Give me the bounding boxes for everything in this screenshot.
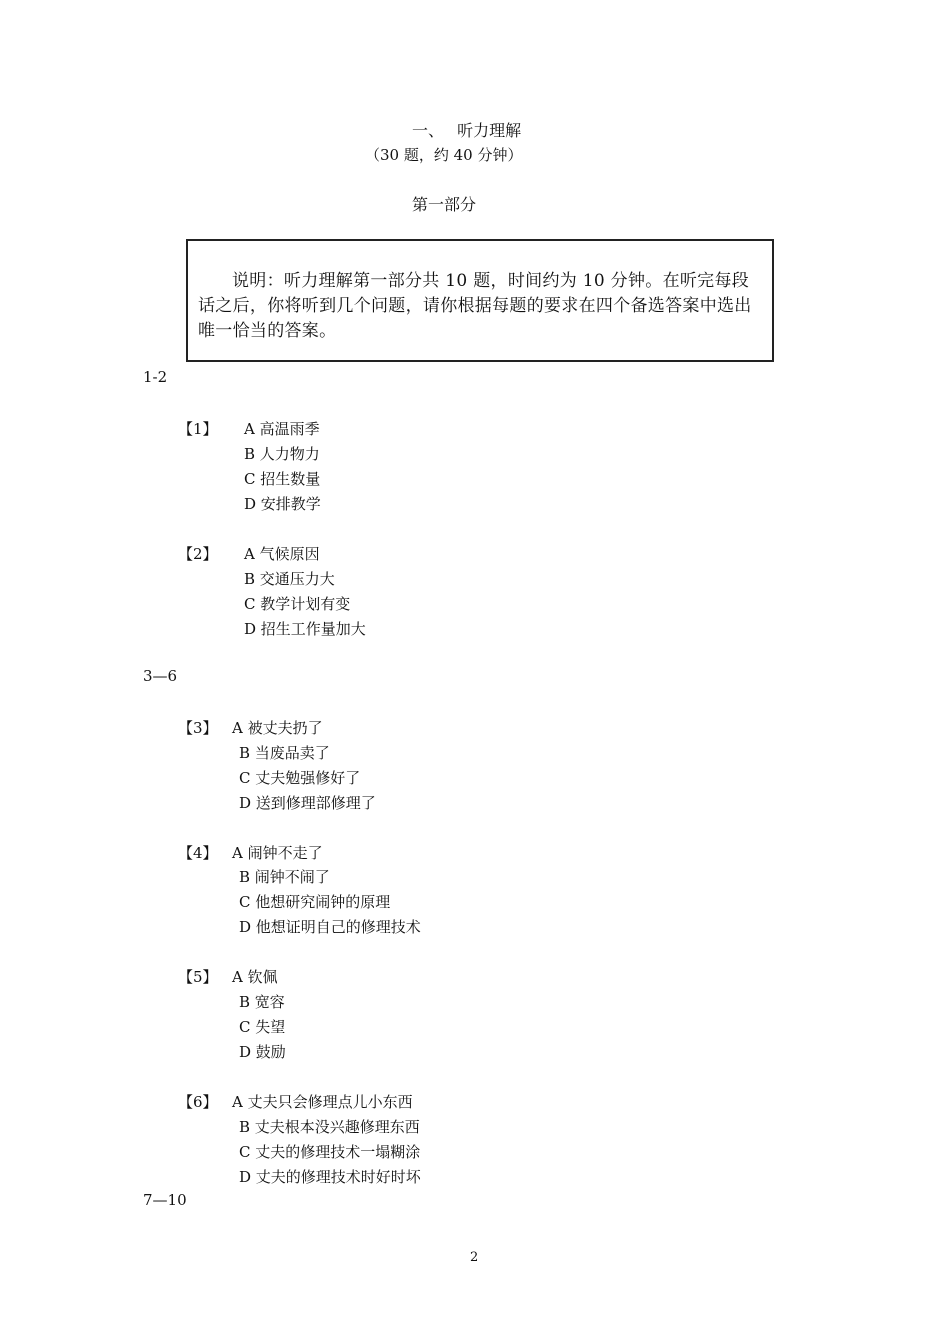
option-d: D 安排教学 bbox=[244, 495, 321, 513]
option-d: D 鼓励 bbox=[239, 1043, 286, 1061]
part-title: 第一部分 bbox=[412, 195, 477, 214]
question-group-label: 3—6 bbox=[143, 667, 178, 685]
question-number: 【2】 bbox=[178, 545, 218, 563]
option-c: C 教学计划有变 bbox=[244, 595, 351, 613]
question-number: 【3】 bbox=[178, 719, 218, 737]
instructions-box: 说明：听力理解第一部分共 10 题，时间约为 10 分钟。在听完每段话之后，你将听到几个问题，请你根据每题的要求在四个备选答案中选出唯一恰当的答案。 bbox=[186, 239, 774, 362]
question-number: 【1】 bbox=[178, 420, 218, 438]
page-number: 2 bbox=[470, 1250, 479, 1265]
option-a: A 高温雨季 bbox=[244, 420, 320, 438]
option-b: B 闹钟不闹了 bbox=[239, 868, 330, 886]
option-c: C 丈夫的修理技术一塌糊涂 bbox=[239, 1143, 421, 1161]
section-subtitle: （30 题，约 40 分钟） bbox=[365, 146, 523, 164]
option-c: C 丈夫勉强修好了 bbox=[239, 769, 361, 787]
option-a: A 气候原因 bbox=[244, 545, 320, 563]
option-b: B 宽容 bbox=[239, 993, 285, 1011]
option-d: D 丈夫的修理技术时好时坏 bbox=[239, 1168, 421, 1186]
option-a: A 丈夫只会修理点儿小东西 bbox=[232, 1093, 413, 1111]
question-group-label: 7—10 bbox=[143, 1191, 187, 1209]
question-number: 【6】 bbox=[178, 1093, 218, 1111]
option-a: A 被丈夫扔了 bbox=[232, 719, 323, 737]
option-b: B 人力物力 bbox=[244, 445, 320, 463]
option-c: C 失望 bbox=[239, 1018, 286, 1036]
option-d: D 招生工作量加大 bbox=[244, 620, 366, 638]
option-b: B 当废品卖了 bbox=[239, 744, 330, 762]
option-c: C 招生数量 bbox=[244, 470, 321, 488]
option-a: A 闹钟不走了 bbox=[232, 844, 323, 862]
question-number: 【5】 bbox=[178, 968, 218, 986]
option-b: B 丈夫根本没兴趣修理东西 bbox=[239, 1118, 420, 1136]
option-b: B 交通压力大 bbox=[244, 570, 335, 588]
question-number: 【4】 bbox=[178, 844, 218, 862]
option-d: D 送到修理部修理了 bbox=[239, 794, 376, 812]
option-a: A 钦佩 bbox=[232, 968, 278, 986]
question-group-label: 1-2 bbox=[143, 368, 168, 386]
section-title: 一、 听力理解 bbox=[412, 121, 522, 140]
option-c: C 他想研究闹钟的原理 bbox=[239, 893, 391, 911]
option-d: D 他想证明自己的修理技术 bbox=[239, 918, 421, 936]
